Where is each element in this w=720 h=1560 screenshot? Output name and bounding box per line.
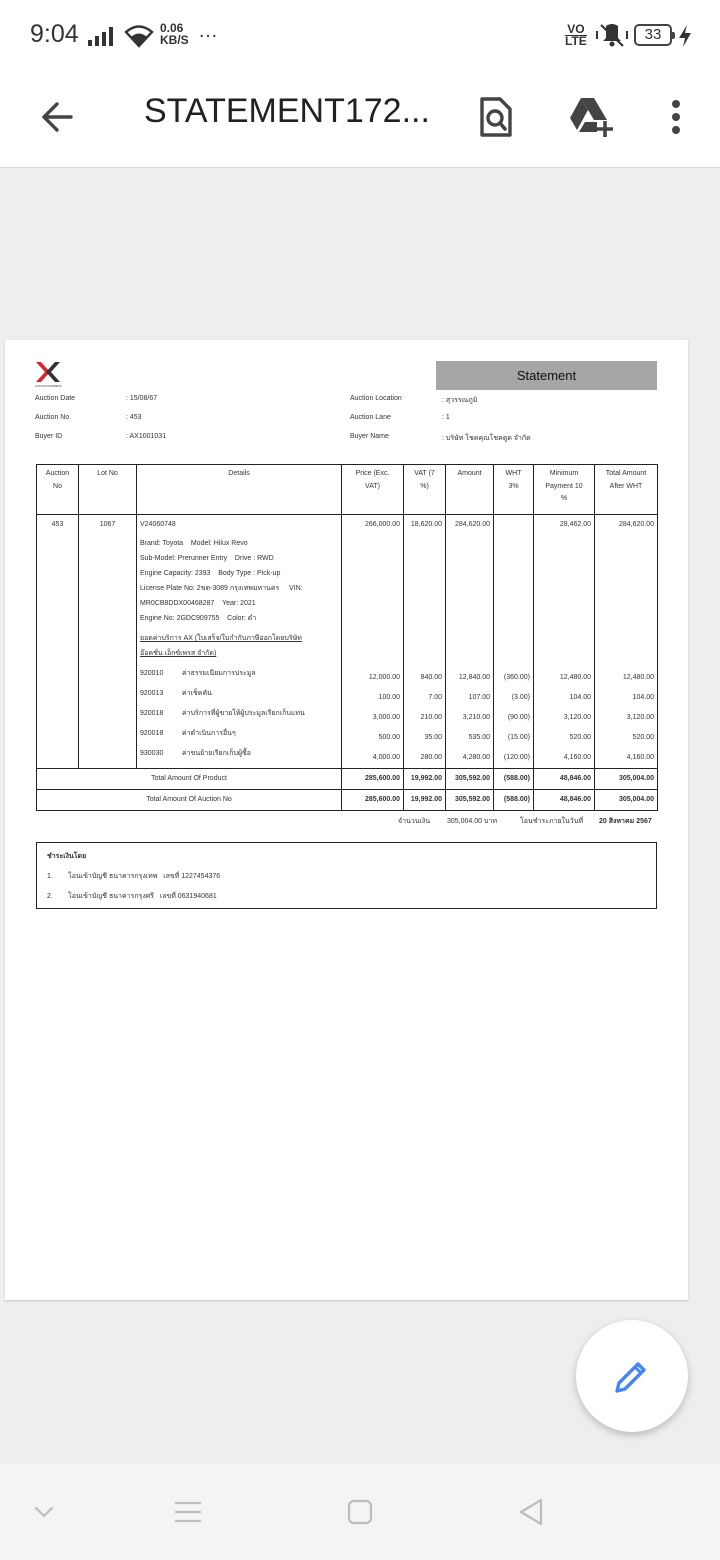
lot-no-cell: 1067 (79, 515, 137, 769)
auction-date-value: : 15/08/67 (126, 395, 158, 402)
add-to-drive-button[interactable] (566, 92, 616, 142)
document-page[interactable] (5, 340, 688, 1300)
price-cell: 266,000.00 12,000.00 100.00 3,000.00 500.00 4,000.00 (342, 515, 404, 769)
vehicle-engine-no: Engine No: 2GDC909755 Color: ดำ (140, 615, 257, 622)
arrow-left-icon (39, 99, 75, 135)
total-cell: 48,846.00 (534, 790, 595, 811)
column-header: Lot No (79, 465, 137, 515)
column-header: Auction No (37, 465, 79, 515)
vehicle-code: V24060748 (140, 521, 176, 528)
vehicle-vin: MR0CB8DDX00468287 Year: 2021 (140, 600, 256, 607)
nav-back-button[interactable] (505, 1486, 557, 1538)
volte-bottom: LTE (565, 34, 587, 48)
column-header: WHT 3% (494, 465, 534, 515)
vehicle-submodel: Sub-Model: Prerunner Entry Drive : RWD (140, 555, 274, 562)
more-vert-icon (670, 99, 682, 135)
total-after-wht-cell: 284,620.00 12,480.00 104.00 3,120.00 520.00 4,160.00 (595, 515, 658, 769)
amount-cell: 284,620.00 12,840.00 107.00 3,210.00 535.00 4,280.00 (446, 515, 494, 769)
total-cell: 19,992.00 (404, 790, 446, 811)
total-label: Total Amount Of Product (37, 769, 342, 790)
column-header: Price (Exc. VAT) (342, 465, 404, 515)
payment-methods-box (36, 842, 657, 909)
column-header: Details (137, 465, 342, 515)
vehicle-brand: Brand: Toyota Model: Hilux Revo (140, 540, 248, 547)
vehicle-plate: License Plate No: 2ขต-3089 กรุงเทพมหานคร VIN: (140, 585, 303, 592)
total-cell: (588.00) (494, 790, 534, 811)
menu-icon (174, 1500, 202, 1524)
system-nav-bar (0, 1464, 720, 1560)
auction-no-cell: 453 (37, 515, 79, 769)
home-square-icon (346, 1498, 374, 1526)
total-cell: 48,846.00 (534, 769, 595, 790)
total-product-row (37, 769, 658, 790)
column-header: Minimum Payment 10 % (534, 465, 595, 515)
auction-location-label: Auction Location (350, 395, 402, 402)
wht-cell: (360.00) (3.00) (90.00) (15.00) (120.00) (494, 515, 534, 769)
charging-bolt-icon (678, 24, 692, 48)
total-cell: 305,004.00 (595, 790, 658, 811)
total-cell: 19,992.00 (404, 769, 446, 790)
statement-table (36, 464, 658, 811)
fee-item: 920010 ค่าธรรมเนียมการประมูล (140, 670, 256, 677)
drive-add-icon (567, 96, 615, 138)
find-in-document-button[interactable] (471, 92, 521, 142)
company-logo (35, 361, 62, 388)
min-payment-cell: 28,462.00 12,480.00 104.00 3,120.00 520.00 4,160.00 (534, 515, 595, 769)
payment-line-2: 2. โอนเข้าบัญชี ธนาคารกรุงศรี เลขที่ 0631940681 (47, 893, 217, 900)
buyer-name-value: : บริษัท โชคคุณโชคดูด จำกัด (442, 435, 531, 442)
total-auction-row (37, 790, 658, 811)
auction-no-value: : 453 (126, 414, 142, 421)
back-triangle-icon (517, 1497, 545, 1527)
auction-no-label: Auction No (35, 414, 70, 421)
fee-item: 920018 ค่าบริการที่ผู้ขายให้ผู้ประมูลเรียกเก็บแทน (140, 710, 305, 717)
buyer-id-value: : AX1001031 (126, 433, 167, 440)
amount-label: จำนวนเงิน (398, 818, 431, 825)
statement-document (5, 340, 688, 1300)
buyer-name-label: Buyer Name (350, 433, 389, 440)
auction-lane-value: : 1 (442, 414, 450, 421)
total-cell: 285,600.00 (342, 769, 404, 790)
table-header-row (37, 465, 658, 515)
status-more-indicator: … (198, 20, 219, 42)
pencil-edit-icon (612, 1356, 652, 1396)
nav-home-button[interactable] (334, 1486, 386, 1538)
due-label: โอนชำระภายในวันที่ (520, 818, 584, 825)
fee-item: 920013 ค่าเช็คคัน (140, 690, 212, 697)
service-heading: ยอดค่าบริการ AX (ใบเสร็จ/ใบกำกับภาษีออกโดยบริษัท (140, 635, 302, 642)
status-time: 9:04 (30, 20, 79, 48)
page-title: STATEMENT172... (144, 92, 430, 130)
network-speed-unit: KB/S (160, 33, 189, 47)
network-speed-value: 0.06 (160, 21, 184, 35)
total-cell: 305,004.00 (595, 769, 658, 790)
fee-item: 920018 ค่าดำเนินการอื่นๆ (140, 730, 236, 737)
column-header: Amount (446, 465, 494, 515)
payment-title: ชำระเงินโดย (47, 853, 87, 860)
signal-icon (88, 26, 113, 46)
auction-location-value: : สุวรรณภูมิ (442, 397, 478, 404)
wifi-icon (124, 24, 154, 48)
logo-text: AUCTION EXPRESS (35, 384, 62, 388)
vehicle-row (37, 515, 658, 769)
back-button[interactable] (32, 92, 82, 142)
details-cell (137, 515, 342, 769)
fee-item: 930030 ค่าขนย้ายเรียกเก็บผู้ซื้อ (140, 750, 251, 757)
vat-cell: 18,620.00 840.00 7.00 210.00 35.00 280.00 (404, 515, 446, 769)
search-document-icon (478, 96, 514, 138)
service-heading: อ๊อคชั่น เอ็กซ์เพรส จำกัด) (140, 650, 217, 657)
x-logo-icon (35, 361, 61, 383)
total-cell: 305,592.00 (446, 790, 494, 811)
total-label: Total Amount Of Auction No (37, 790, 342, 811)
auction-lane-label: Auction Lane (350, 414, 391, 421)
app-bar (0, 72, 720, 168)
auction-date-label: Auction Date (35, 395, 76, 402)
total-cell: (588.00) (494, 769, 534, 790)
due-value: 20 สิงหาคม 2567 (599, 818, 652, 825)
total-cell: 305,592.00 (446, 769, 494, 790)
status-bar (0, 0, 720, 72)
buyer-id-label: Buyer ID (35, 433, 63, 440)
amount-value: 305,004.00 บาท (447, 818, 497, 825)
battery-icon: 33 (634, 24, 672, 46)
column-header: Total Amount After WHT (595, 465, 658, 515)
vehicle-engine: Engine Capacity: 2393 Body Type : Pick-up (140, 570, 281, 577)
network-speed (160, 22, 189, 46)
statement-title: Statement (436, 361, 657, 390)
total-cell: 285,600.00 (342, 790, 404, 811)
volte-icon (565, 24, 587, 47)
volte-top: VO (567, 22, 585, 36)
vibrate-mute-icon (596, 23, 628, 47)
column-header: VAT (7 %) (404, 465, 446, 515)
payment-line-1: 1. โอนเข้าบัญชี ธนาคารกรุงเทพ เลขที่ 1227454376 (47, 873, 221, 880)
chevron-down-icon (33, 1505, 55, 1519)
more-options-button[interactable] (651, 92, 701, 142)
nav-collapse-button[interactable] (18, 1486, 70, 1538)
nav-recents-button[interactable] (162, 1486, 214, 1538)
edit-fab-button[interactable] (576, 1320, 688, 1432)
